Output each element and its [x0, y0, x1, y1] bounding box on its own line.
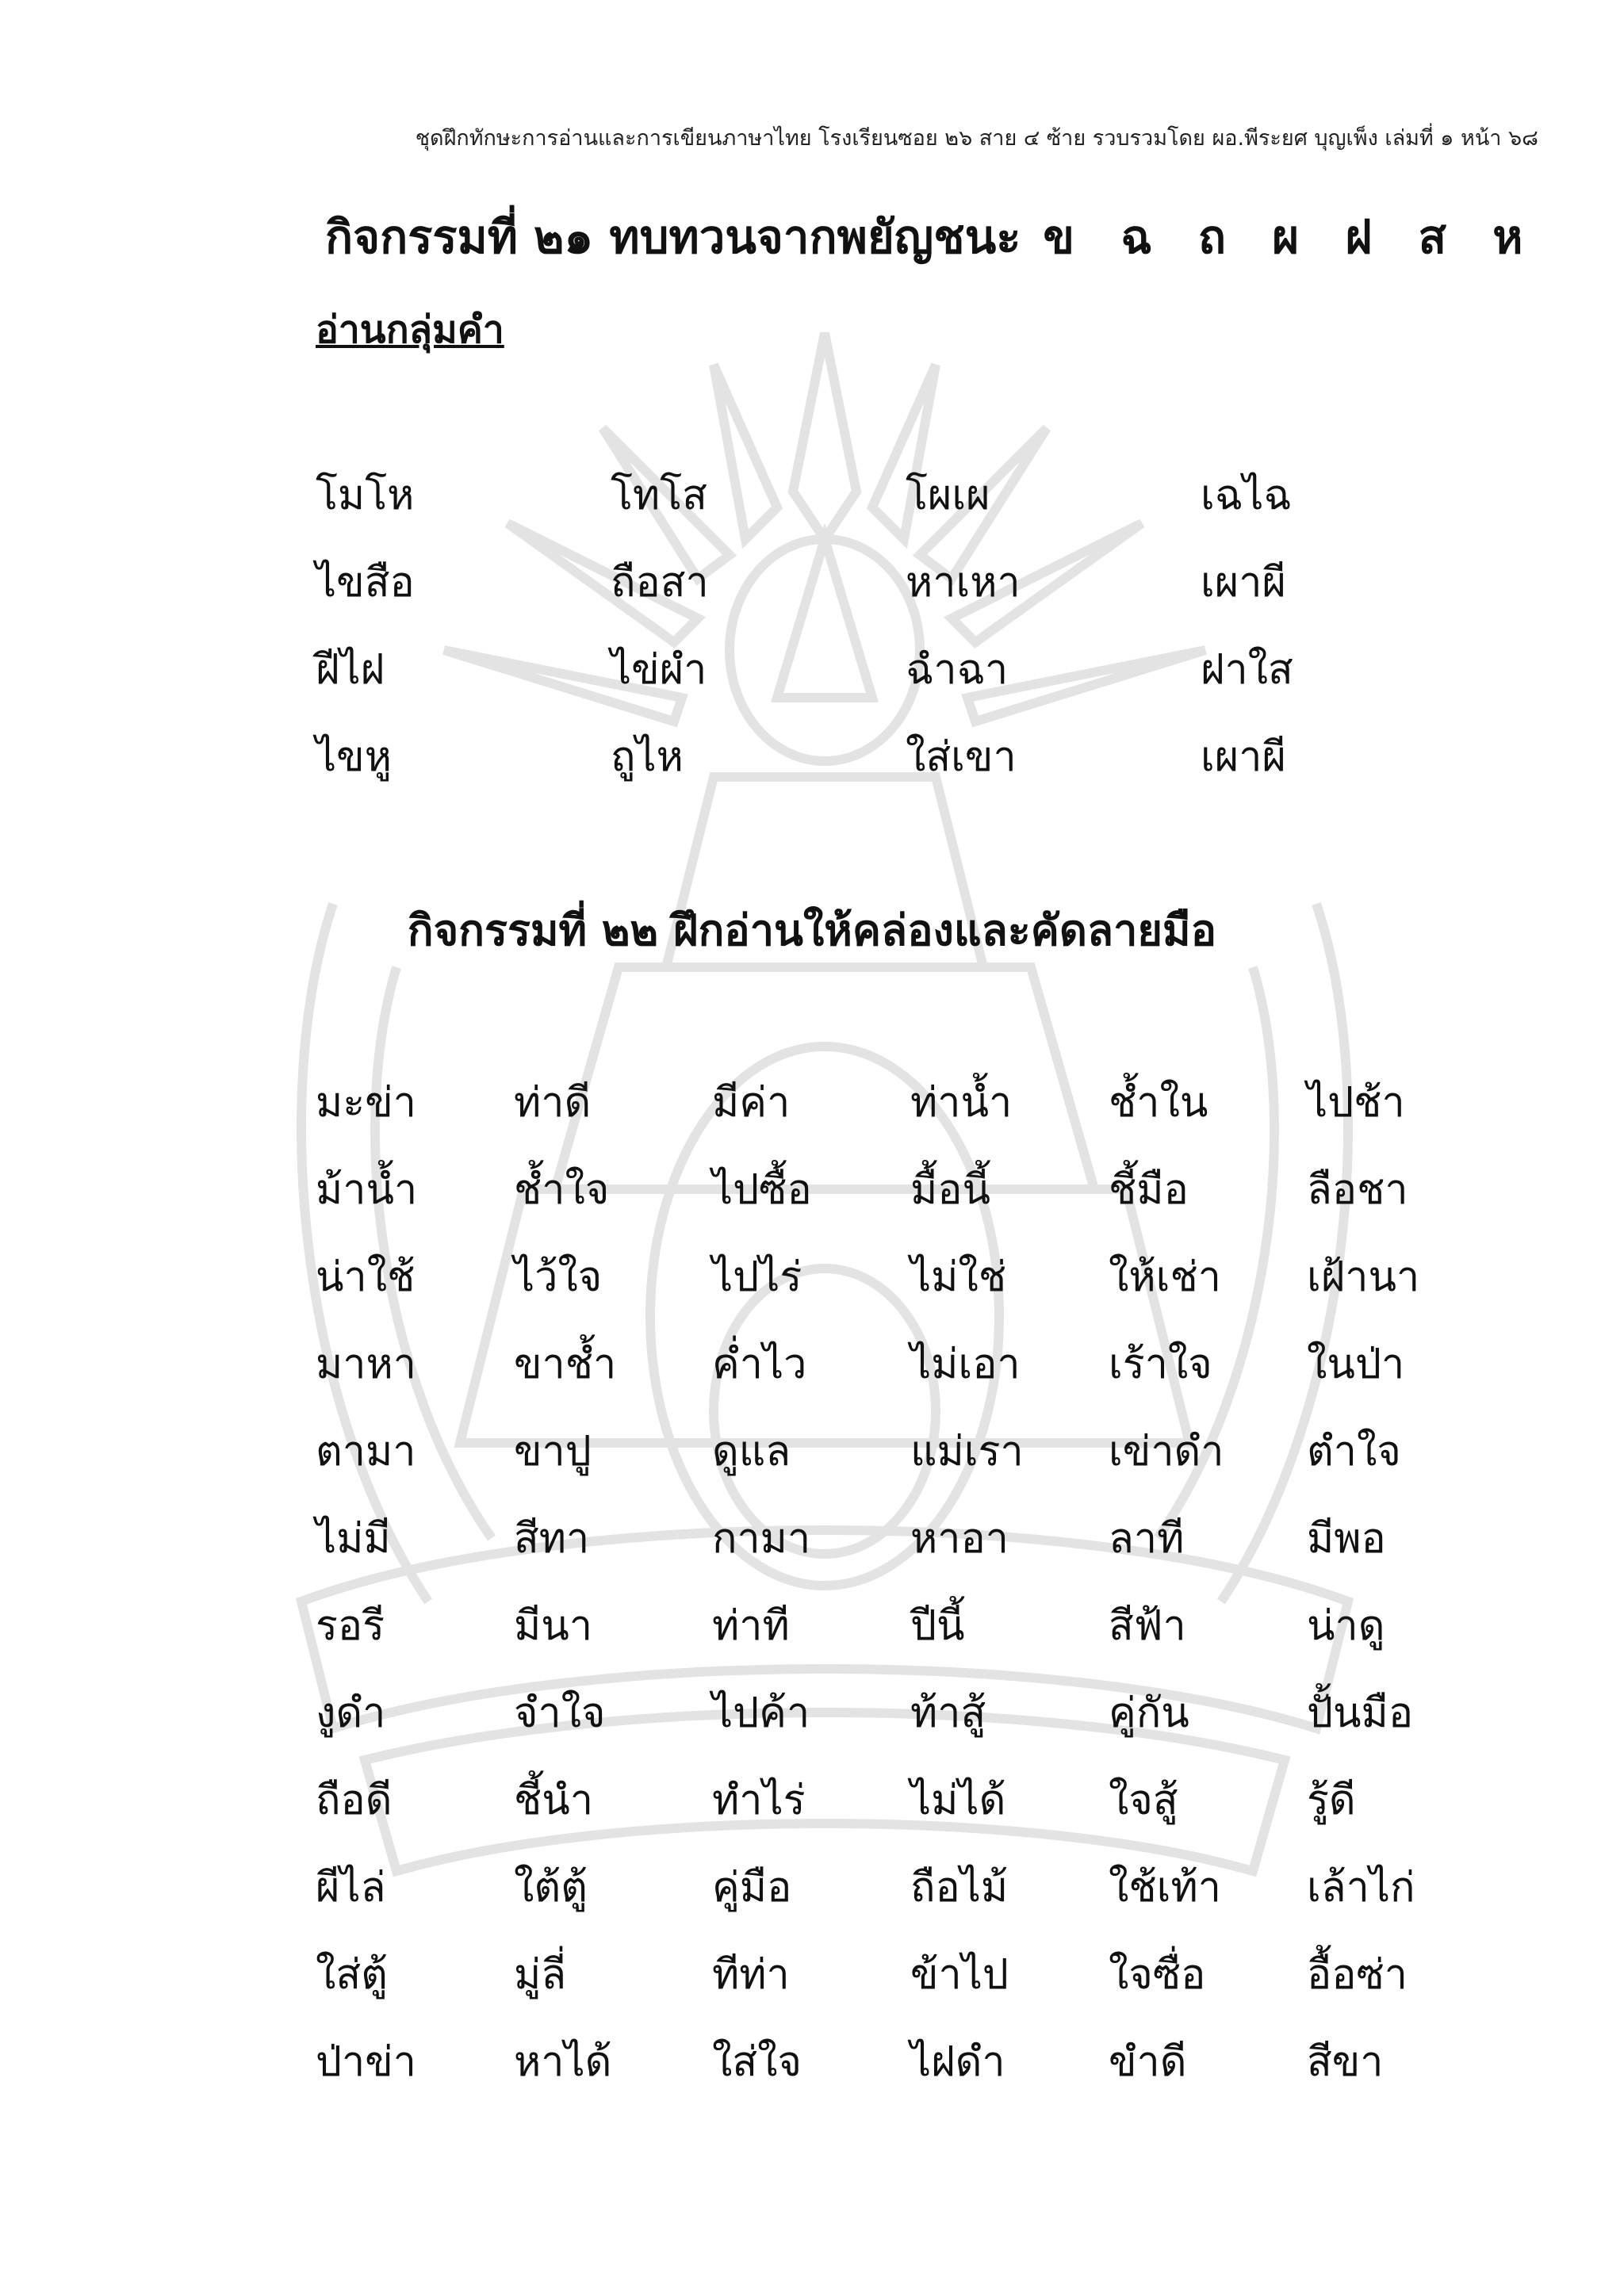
practice-word-cell: คู่มือ — [712, 1864, 792, 1911]
word-cell: ฝาใส — [1201, 646, 1293, 694]
practice-word-cell: มะข่า — [316, 1079, 416, 1127]
practice-word-cell: เข่าดำ — [1109, 1428, 1224, 1475]
practice-word-cell: อื้อซ่า — [1307, 1951, 1408, 1999]
practice-word-cell: กามา — [712, 1515, 811, 1563]
practice-word-cell: เล้าไก่ — [1307, 1864, 1415, 1911]
practice-word-cell: ไม่มี — [316, 1515, 391, 1563]
practice-word-cell: ถือดี — [316, 1777, 393, 1824]
practice-word-cell: ม้าน้ำ — [316, 1166, 418, 1214]
practice-word-cell: จำใจ — [514, 1689, 606, 1737]
practice-word-cell: ไปซื้อ — [712, 1166, 812, 1214]
practice-word-cell: ไปไร่ — [712, 1253, 802, 1301]
practice-word-cell: เฝ้านา — [1307, 1253, 1420, 1301]
practice-word-cell: ตามา — [316, 1428, 416, 1475]
word-cell: ฉำฉา — [906, 646, 1009, 694]
practice-word-cell: มื้อนี้ — [910, 1166, 991, 1214]
practice-word-cell: ไม่ได้ — [910, 1777, 1006, 1824]
practice-word-cell: ทำไร่ — [712, 1777, 806, 1824]
practice-word-cell: ลาที — [1109, 1515, 1185, 1563]
practice-word-cell: รู้ดี — [1307, 1777, 1356, 1824]
practice-word-cell: สีขา — [1307, 2038, 1384, 2086]
word-cell: ถือสา — [611, 559, 709, 607]
practice-word-cell: ถือไม้ — [910, 1864, 1009, 1911]
practice-word-cell: ทีท่า — [712, 1951, 790, 1999]
practice-word-cell: น่าใช้ — [316, 1253, 416, 1301]
practice-word-cell: สีฟ้า — [1109, 1602, 1186, 1650]
practice-word-cell: ใจซื่อ — [1109, 1951, 1206, 1999]
activity-21-consonants: ข ฉ ถ ผ ฝ ส ห — [1043, 210, 1523, 264]
practice-word-cell: เร้าใจ — [1109, 1341, 1212, 1388]
practice-word-cell: ไว้ใจ — [514, 1253, 603, 1301]
word-group-grid — [316, 461, 1442, 810]
practice-word-cell: ไฝดำ — [910, 2038, 1005, 2086]
practice-word-cell: ปีนี้ — [910, 1602, 965, 1650]
practice-word-cell: ดูแล — [712, 1428, 791, 1475]
practice-word-cell: ชี้มือ — [1109, 1166, 1189, 1214]
practice-word-cell: ข้าไป — [910, 1951, 1009, 1999]
practice-word-cell: ชี้นำ — [514, 1777, 594, 1824]
activity-21-title-text: กิจกรรมที่ ๒๑ ทบทวนจากพยัญชนะ — [325, 210, 1021, 264]
practice-word-cell: ขาช้ำ — [514, 1341, 617, 1388]
practice-word-cell: มาหา — [316, 1341, 416, 1388]
practice-word-cell: ป่าข่า — [316, 2038, 416, 2086]
word-cell: ถูไห — [611, 733, 684, 781]
practice-word-cell: ค่ำไว — [712, 1341, 807, 1388]
practice-word-cell: ให้เช่า — [1109, 1253, 1221, 1301]
word-cell: ไขหู — [316, 733, 392, 781]
practice-word-cell: ตำใจ — [1307, 1428, 1401, 1475]
practice-word-cell: คู่กัน — [1109, 1689, 1189, 1737]
practice-word-cell: ผีไล่ — [316, 1864, 386, 1911]
word-cell: โทโส — [611, 472, 707, 519]
word-cell: เฉไฉ — [1201, 472, 1292, 519]
practice-word-cell: ท่าดี — [514, 1079, 592, 1127]
practice-word-cell: หาอา — [910, 1515, 1009, 1563]
practice-word-cell: ช้ำใน — [1109, 1079, 1208, 1127]
practice-word-cell: หาได้ — [514, 2038, 612, 2086]
practice-word-cell: งูดำ — [316, 1689, 386, 1737]
practice-word-cell: สีทา — [514, 1515, 590, 1563]
activity-22-title: กิจกรรมที่ ๒๒ ฝึกอ่านให้คล่องและคัดลายมือ — [407, 905, 1217, 955]
practice-word-cell: ใต้ตู้ — [514, 1864, 588, 1911]
practice-word-cell: ไม่เอา — [910, 1341, 1021, 1388]
word-cell: โผเผ — [906, 472, 990, 519]
word-cell: เผาผี — [1201, 559, 1286, 607]
practice-word-cell: ท่าที — [712, 1602, 790, 1650]
practice-word-cell: ปั้นมือ — [1307, 1689, 1414, 1737]
practice-word-cell: ในป่า — [1307, 1341, 1405, 1388]
activity-21-title — [325, 200, 1523, 274]
practice-word-cell: ขาปู — [514, 1428, 592, 1475]
practice-word-cell: ขำดี — [1109, 2038, 1187, 2086]
word-cell: ไข่ผำ — [611, 646, 707, 694]
practice-word-cell: ไม่ใช่ — [910, 1253, 1007, 1301]
word-cell: เผาผี — [1201, 733, 1286, 781]
practice-word-cell: ท้าสู้ — [910, 1689, 986, 1737]
practice-word-cell: ใช้เท้า — [1109, 1864, 1221, 1911]
practice-word-grid — [316, 1069, 1505, 2115]
word-cell: หาเหา — [906, 559, 1021, 607]
practice-word-cell: น่าดู — [1307, 1602, 1385, 1650]
practice-word-cell: ใส่ตู้ — [316, 1951, 388, 1999]
activity-21-subheading: อ่านกลุ่มคำ — [316, 308, 504, 352]
word-cell: ใส่เขา — [906, 733, 1017, 781]
page-header: ชุดฝึกทักษะการอ่านและการเขียนภาษาไทย โรงเรียนซอย ๒๖ สาย ๔ ซ้าย รวบรวมโดย ผอ.พีระยศ บุญเพ็ง เล่มที่ ๑ หน้า ๖๘ — [415, 126, 1538, 151]
word-cell: โมโห — [316, 472, 415, 519]
practice-word-cell: แม่เรา — [910, 1428, 1024, 1475]
practice-word-cell: ไปค้า — [712, 1689, 810, 1737]
practice-word-cell: มีนา — [514, 1602, 593, 1650]
practice-word-cell: ใจสู้ — [1109, 1777, 1178, 1824]
practice-word-cell: ท่าน้ำ — [910, 1079, 1013, 1127]
practice-word-cell: มีพอ — [1307, 1515, 1386, 1563]
practice-word-cell: ใส่ใจ — [712, 2038, 802, 2086]
practice-word-cell: มู่ลี่ — [514, 1951, 567, 1999]
word-cell: ไขสือ — [316, 559, 415, 607]
practice-word-cell: ช้ำใจ — [514, 1166, 610, 1214]
word-cell: ฝีไฝ — [316, 646, 385, 694]
practice-word-cell: ไปช้า — [1307, 1079, 1405, 1127]
practice-word-cell: มีค่า — [712, 1079, 791, 1127]
practice-word-cell: รอรี — [316, 1602, 385, 1650]
practice-word-cell: ลือชา — [1307, 1166, 1408, 1214]
